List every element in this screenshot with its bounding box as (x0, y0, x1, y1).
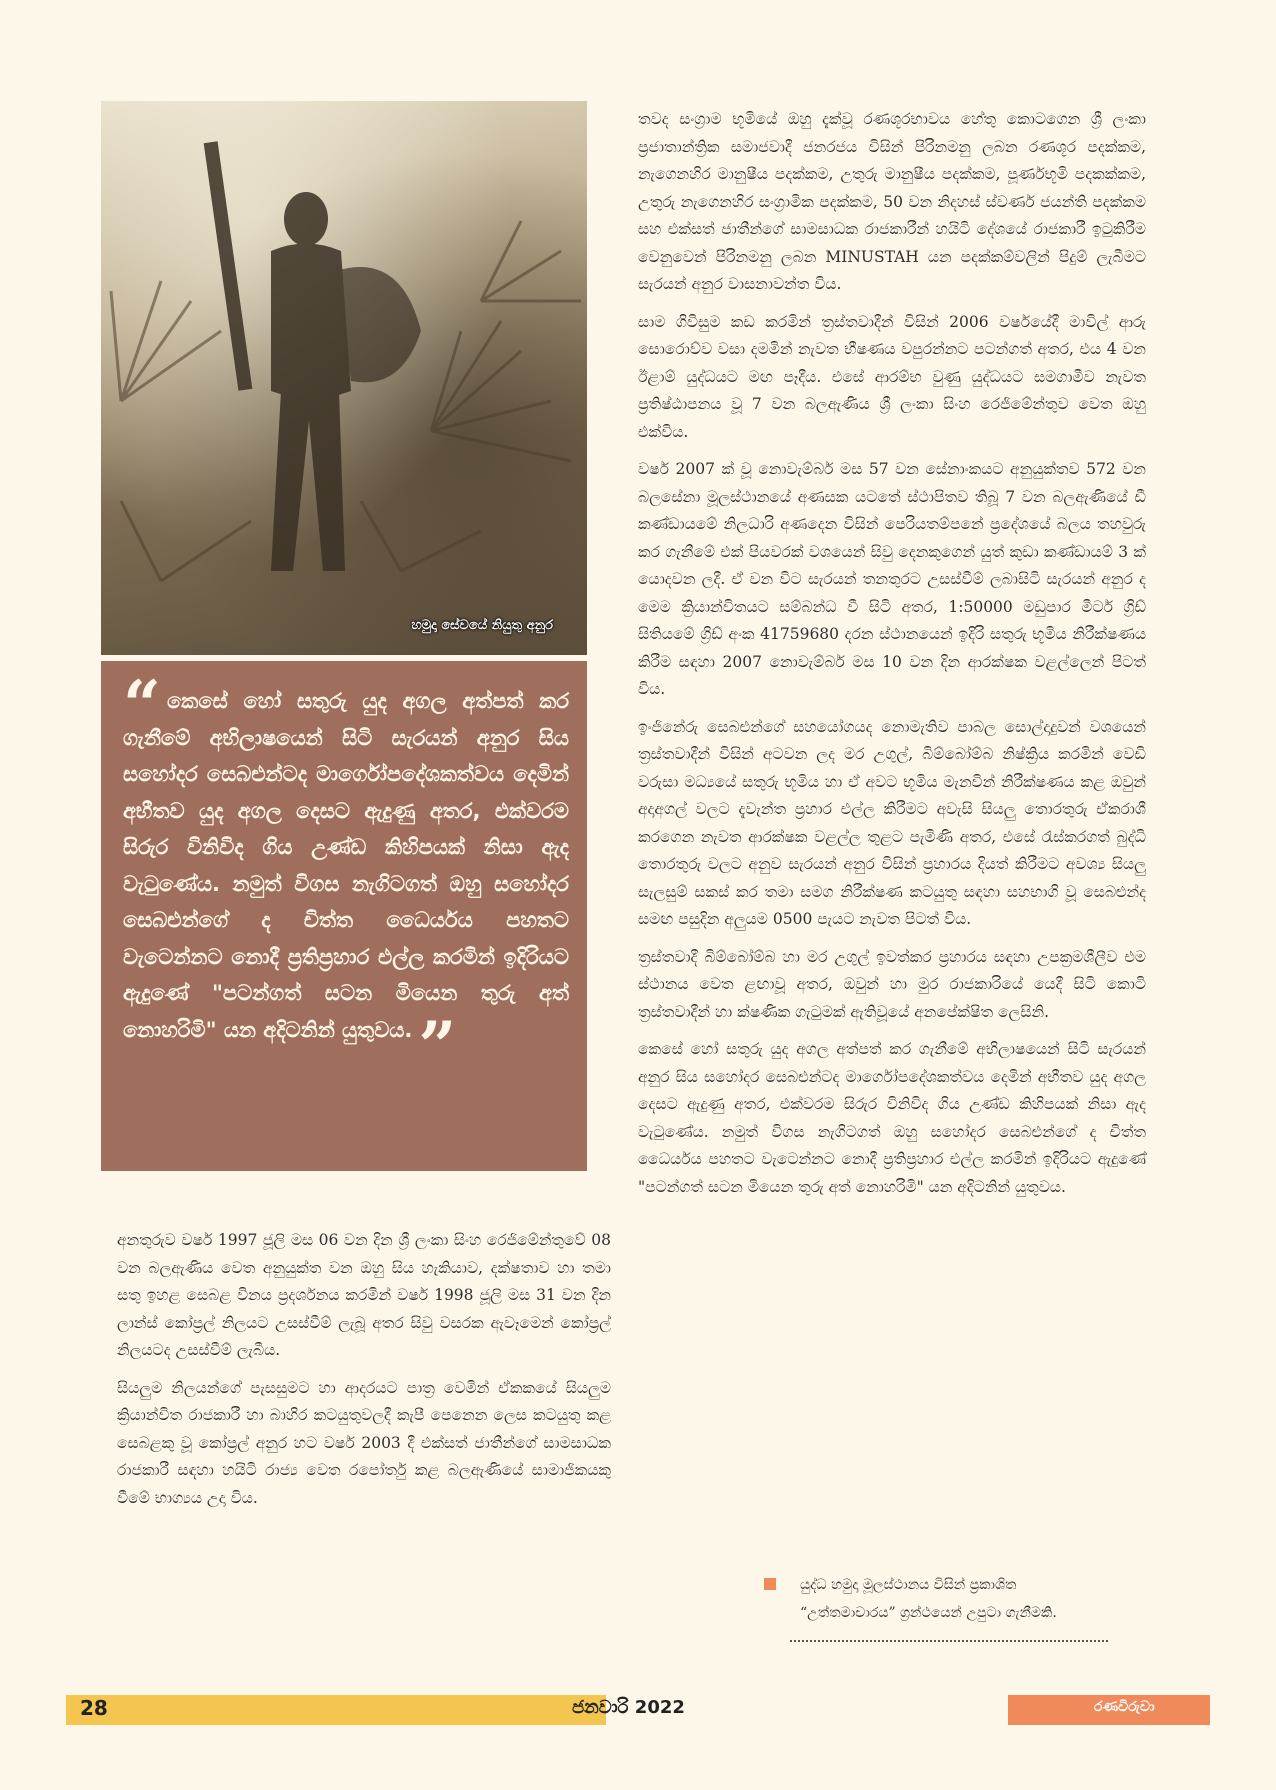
pull-quote (101, 661, 587, 1171)
right-paragraph-1: තවද සංග්‍රාම භූමියේ ඔහු දැක්වූ රණශූරභාවය හේතු කොටගෙන ශ්‍රී ලංකා ප්‍රජාතාන්ත්‍රික සමාජවාදී ජනරජය විසින් පිරිනමනු ලබන රණශූර පදක්කම, නැගෙනහිර මානුෂීය පදක්කම, උතුරු මානුෂීය පදක්කම, පූර්ණභූමි පදකක්කම, උතුරු නැගෙනහිර සංග්‍රාමික පදක්කම, 50 වන නිදහස් ස්වර්ණ ජයන්ති පදක්කම සහ එක්සත් ජාතීන්ගේ සාමසාධක රාජකාරීන් හයිටි දේශයේ රාජකාරී ඉටුකිරීම වෙනුවෙන් පිරිනමනු ලබන MINUSTAH යන පදක්කම්වලින් පිදුම් ලැබීමට සැරයන් අනුර වාසනාවන්ත විය. (638, 110, 1146, 293)
footer-date: ජනවාරි 2022 (572, 1697, 685, 1718)
photo-illustration (101, 101, 587, 655)
right-paragraph-6: කෙසේ හෝ සතුරු යුද අගල අත්පත් කර ගැනීමේ අභිලාෂයෙන් සිටි සැරයන් අනුර සිය සහෝදර සෙබළුන්ටද මාර්ගෝපදේශකත්වය දෙමින් අභීතව යුද අගල දෙසට ඇදුණු අතර, එක්වරම සිරුර විනිවිද ගිය උණ්ඩ කිහිපයක් නිසා ඇද වැටුණේය. නමුත් විගස නැගිටගත් ඔහු සහෝදර සෙබළුන්ගේ ද චිත්ත ධෛර්යය පහතට වැටෙන්නට නොදී ප්‍රතිප්‍රහාර එල්ල කරමින් ඉදිරියට ඇදුණේ "පටන්ගත් සටන මියෙන තුරු අත් නොහරිමි" යන අදිටනින් යුතුවය. (638, 1040, 1146, 1196)
left-paragraph-2: සියලුම නිලයන්ගේ පැසසුමට හා ආදරයට පාත්‍ර වෙමින් ඒකකයේ සියලුම ක්‍රියාන්විත රාජකාරී හා බාහිර කටයුතුවලදී කැපී පෙනෙන ලෙස කටයුතු කළ සෙබළකු වූ කෝප්‍රල් අනුර හට වර්ෂ 2003 දී එක්සත් ජාතීන්ගේ සාමසාධක රාජකාරී සඳහා හයිටි රාජ්‍ය වෙත රපෝර්තු කළ බලඇණියේ සාමාජිකයකු වීමේ භාග්‍යය උදා විය. (117, 1378, 611, 1507)
dotted-divider (790, 1640, 1108, 1642)
right-paragraph-3: වර්ෂ 2007 ක් වූ නොවැම්බර් මස 57 වන සේනාංකයට අනුයුක්තව 572 වන බලසේනා මූලස්ථානයේ අණසක යටතේ ස්ථාපිතව තිබූ 7 වන බලඇණියේ ඩී කණ්ඩායමේ නිලධාරි අණදෙන විසින් පෙරියතම්පනේ ප්‍රදේශයේ බලය තහවුරු කර ගැනීමේ එක් පියවරක් වශයෙන් සිවු දෙනකුගෙන් යුත් කුඩා කණ්ඩායම් 3 ක් යොදවන ලදී. ඒ වන විට සැරයන් තනතුරට උසස්වීම් ලබාසිටි සැරයන් අනුර ද මෙම ක්‍රියාන්විතයට සම්බන්ධ වී සිටි අතර, 1:50000 මඩුපාර මීටර් ග්‍රිඩ් සිතියමේ ග්‍රිඩ් අංක 41759680 දරන ස්ථානයෙන් ඉදිරි සතුරු භූමිය නිරීක්ෂණය කිරීම සඳහා 2007 නොවැම්බර් මස 10 වන දින ආරක්ෂක වළල්ලෙන් පිටත් විය. (638, 460, 1146, 698)
source-note (800, 1571, 1160, 1627)
pull-quote-body: කෙසේ හෝ සතුරු යුද අගල අත්පත් කර ගැනීමේ අභිලාෂයෙන් සිටි සැරයන් අනුර සිය සහෝදර සෙබළුන්ටද මාර්ගෝපදේශකත්වය දෙමින් අභීතව යුද අගල දෙසට ඇදුණු අතර, එක්වරම සිරුර විනිවිද ගිය උණ්ඩ කිහිපයක් නිසා ඇද වැටුණේය. නමුත් විගස නැගිටගත් ඔහු සහෝදර සෙබළුන්ගේ ද චිත්ත ධෛර්යය පහතට වැටෙන්නට නොදී ප්‍රතිප්‍රහාර එල්ල කරමින් ඉදිරියට ඇදුණේ "පටන්ගත් සටන මියෙන තුරු අත් නොහරිමි" යන අදිටනින් යුතුවය. (123, 689, 569, 1042)
close-quote-mark: ” (418, 1006, 457, 1085)
magazine-name: රණවිරුවා (1094, 1699, 1155, 1715)
right-paragraph-2: සාම ගිවිසුම කඩ කරමින් ත්‍රස්තවාදීන් විසින් 2006 වර්ෂයේදී මාවිල් ආරු සොරොව්ව වසා දමමින් නැවත භීෂණය වපුරන්නට පටන්ගත් අතර, එය 4 වන ඊළාම් යුද්ධයට මඟ පෑදීය. එසේ ආරම්භ වුණු යුද්ධයට සමගාමීව නැවත ප්‍රතිෂ්ඨාපනය වූ 7 වන බලඇණිය ශ්‍රී ලංකා සිංහ රෙජිමේන්තුව වෙත ඔහු එක්විය. (638, 312, 1146, 441)
page-number: 28 (80, 1696, 108, 1720)
source-line-2: “උත්තමාචාරය” ග්‍රන්ථයෙන් උපුටා ගැනීමකි. (800, 1605, 1057, 1621)
footer-bar-left (66, 1695, 606, 1725)
source-bullet-icon (764, 1578, 776, 1590)
left-paragraph-1: අනතුරුව වර්ෂ 1997 ජූලි මස 06 වන දින ශ්‍රී ලංකා සිංහ රෙජිමේන්තුවේ 08 වන බලඇණිය වෙත අනුයුක්ත වන ඔහු සිය හැකියාව, දක්ෂතාව හා තමා සතු ඉහළ සෙබළ විනය ප්‍රදර්ශනය කරමින් වර්ෂ 1998 ජූලි මස 31 වන දින ලාන්ස් කෝප්‍රල් නිලයට උසස්වීම් ලැබූ අතර සිවු වසරක ඇවෑමෙන් කෝප්‍රල් නිලයටද උසස්වීම් ලැබීය. (117, 1231, 611, 1359)
soldier-photo (101, 101, 587, 655)
right-paragraph-4: ඉංජිනේරු සෙබළුන්ගේ සහයෝගයද නොමැතිව පාබල සොල්දාදුවන් වශයෙන් ත්‍රස්තවාදීන් විසින් අටවන ලද මර උගුල්, බිම්බෝම්බ නිෂ්ක්‍රිය කරමින් වෙඩි වරුසා මධ්‍යයේ සතුරු භූමිය හා ඒ අවට භූමිය මැනවින් නිරීක්ෂණය කළ ඔවුන් අදාඅගල් වලට දැවැන්ත ප්‍රහාර එල්ල කිරීමට අවැසි සියලු තොරතුරු ඒකරාශී කරගෙන නැවත ආරක්ෂක වළල්ල තුළට පැමිණි අතර, එසේ රැස්කරගත් බුද්ධි තොරතුරු වලට අනුව සැරයන් අනුර විසින් ප්‍රහාරය දියත් කිරීමට අවශ්‍ය සියලු සැලසුම් සකස් කර තමා සමග නිරීක්ෂණ කටයුතු සඳහා සහභාගි වූ සෙබළුන්ද සමඟ පසුදින අලුයම 0500 පැයට නැවත පිටත් විය. (638, 717, 1146, 928)
right-paragraph-5: ත්‍රස්තවාදී බිම්බෝම්බ හා මර උගුල් ඉවත්කර ප්‍රහාරය සඳහා උපක්‍රමශීලීව එම ස්ථානය වෙත ළඟාවූ අතර, ඔවුන් හා මුර රාජකාරියේ යෙදී සිටි කොටි ත්‍රස්තවාදීන් හා ක්ෂණික ගැටුමක් ඇතිවූයේ අනපේක්ෂිත ලෙසිනි. (638, 947, 1146, 1021)
left-column (117, 1227, 611, 1522)
pull-quote-text (123, 666, 569, 1085)
open-quote-mark: “ (123, 666, 161, 744)
source-line-1: යුද්ධ හමුදා මූලස්ථානය විසින් ප්‍රකාශිත (800, 1577, 1017, 1593)
right-column (638, 106, 1146, 1211)
photo-caption: හමුදා සේවයේ නියුතු අනුර (411, 618, 553, 633)
